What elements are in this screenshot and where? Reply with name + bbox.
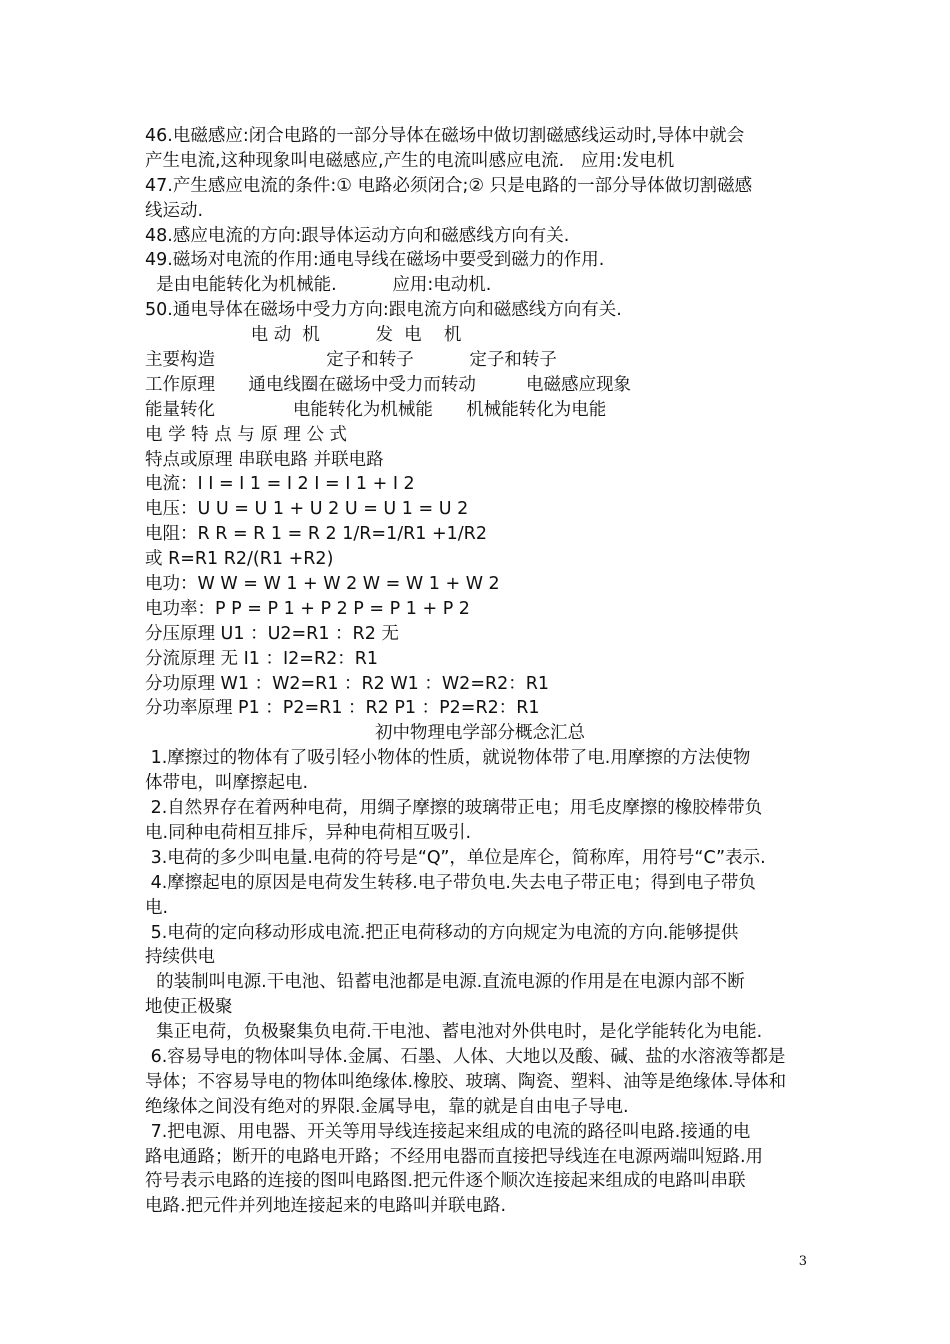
text-line: 50.通电导体在磁场中受力方向:跟电流方向和磁感线方向有关. (145, 300, 622, 321)
table-header-row: 电 动 机 发 电 机 (145, 325, 462, 346)
text-line: 47.产生感应电流的条件:① 电路必须闭合;② 只是电路的一部分导体做切割磁感 (145, 175, 753, 196)
text-line: 46.电磁感应:闭合电路的一部分导体在磁场中做切割磁感线运动时,导体中就会 (145, 126, 745, 146)
text-line: 的装制叫电源.干电池、铅蓄电池都是电源.直流电源的作用是在电源内部不断 (145, 972, 745, 993)
formula-line: 电阻：R R = R 1 = R 2 1/R=1/R1 +1/R2 (145, 524, 487, 545)
formula-line: 分压原理 U1 ：U2=R1 ：R2 无 (145, 623, 399, 644)
text-line: 体带电，叫摩擦起电. (145, 773, 309, 794)
text-line: 持续供电 (145, 947, 215, 968)
text-line: 电路.把元件并列地连接起来的电路叫并联电路. (145, 1196, 507, 1217)
text-line: 集正电荷，负极聚集负电荷.干电池、蓄电池对外供电时，是化学能转化为电能. (145, 1022, 763, 1043)
table-row: 能量转化 电能转化为机械能 机械能转化为电能 (145, 399, 607, 420)
text-line: 路电通路；断开的电路电开路；不经用电器而直接把导线连在电源两端叫短路.用 (145, 1146, 764, 1167)
formula-line: 电压：U U = U 1 + U 2 U = U 1 = U 2 (145, 499, 469, 520)
text-line: 产生电流,这种现象叫电磁感应,产生的电流叫感应电流. 应用:发电机 (145, 150, 675, 171)
formula-line: 特点或原理 串联电路 并联电路 (145, 449, 384, 470)
table-row: 主要构造 定子和转子 定子和转子 (145, 350, 557, 371)
text-line: 电. (145, 897, 169, 918)
section-title: 初中物理电学部分概念汇总 (375, 723, 585, 744)
page-number: 3 (798, 1254, 807, 1269)
text-line: 1.摩擦过的物体有了吸引轻小物体的性质，就说物体带了电.用摩擦的方法使物 (145, 748, 751, 769)
formula-line: 电流：I I = I 1 = I 2 I = I 1 + I 2 (145, 474, 415, 495)
text-line: 地使正极聚 (145, 997, 233, 1018)
formula-line: 分功率原理 P1 ：P2=R1 ：R2 P1 ：P2=R2：R1 (145, 698, 540, 719)
text-line: 是由电能转化为机械能. 应用:电动机. (145, 275, 492, 296)
document-body (145, 124, 815, 1219)
text-line: 3.电荷的多少叫电量.电荷的符号是“Q”，单位是库仑，简称库，用符号“C”表示. (145, 847, 766, 868)
text-line: 2.自然界存在着两种电荷，用绸子摩擦的玻璃带正电；用毛皮摩擦的橡胶棒带负 (145, 798, 763, 819)
text-line: 线运动. (145, 200, 204, 221)
text-line: 绝缘体之间没有绝对的界限.金属导电，靠的就是自由电子导电. (145, 1096, 629, 1117)
text-line: 电.同种电荷相互排斥，异种电荷相互吸引. (145, 822, 472, 843)
section-heading: 电 学 特 点 与 原 理 公 式 (145, 424, 348, 445)
table-row: 工作原理 通电线圈在磁场中受力而转动 电磁感应现象 (145, 374, 631, 395)
formula-line: 分功原理 W1 ：W2=R1 ：R2 W1 ：W2=R2：R1 (145, 673, 550, 694)
text-line: 49.磁场对电流的作用:通电导线在磁场中要受到磁力的作用. (145, 250, 605, 271)
formula-line: 电功：W W = W 1 + W 2 W = W 1 + W 2 (145, 574, 500, 595)
formula-line: 电功率：P P = P 1 + P 2 P = P 1 + P 2 (145, 598, 470, 619)
formula-line: 分流原理 无 I1 ：I2=R2：R1 (145, 648, 379, 669)
text-line: 导体；不容易导电的物体叫绝缘体.橡胶、玻璃、陶瓷、塑料、油等是绝缘体.导体和 (145, 1071, 787, 1092)
text-line: 7.把电源、用电器、开关等用导线连接起来组成的电流的路径叫电路.接通的电 (145, 1121, 751, 1142)
text-line: 符号表示电路的连接的图叫电路图.把元件逐个顺次连接起来组成的电路叫串联 (145, 1171, 746, 1192)
text-line: 6.容易导电的物体叫导体.金属、石墨、人体、大地以及酸、碱、盐的水溶液等都是 (145, 1046, 786, 1067)
text-line: 48.感应电流的方向:跟导体运动方向和磁感线方向有关. (145, 225, 570, 246)
formula-line: 或 R=R1 R2/(R1 +R2) (145, 549, 334, 570)
text-line: 4.摩擦起电的原因是电荷发生转移.电子带负电.失去电子带正电；得到电子带负 (145, 872, 756, 893)
text-line: 5.电荷的定向移动形成电流.把正电荷移动的方向规定为电流的方向.能够提供 (145, 922, 739, 943)
